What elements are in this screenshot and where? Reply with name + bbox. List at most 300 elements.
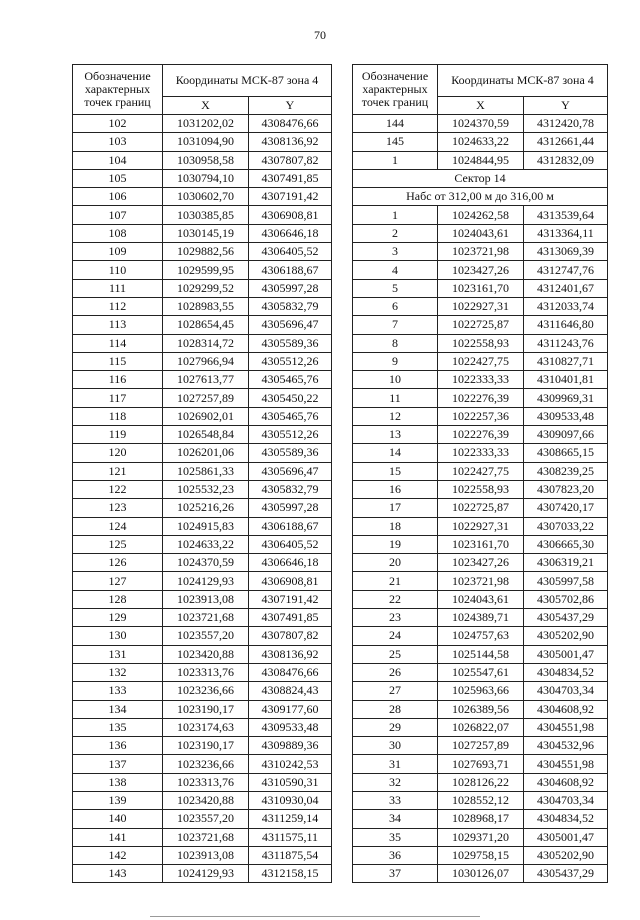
x-coordinate-cell: 1027693,71 [438, 755, 524, 773]
table-row [73, 517, 332, 535]
x-coordinate-cell: 1030602,70 [163, 188, 249, 206]
x-coordinate-cell: 1022333,33 [438, 371, 524, 389]
y-coordinate-cell: 4305001,47 [524, 645, 608, 663]
point-id-cell: 134 [73, 700, 163, 718]
y-coordinate-cell: 4305450,22 [249, 389, 332, 407]
x-coordinate-cell: 1028314,72 [163, 334, 249, 352]
table-row [73, 224, 332, 242]
point-id-cell: 5 [353, 279, 438, 297]
table-row [73, 865, 332, 883]
y-coordinate-cell: 4305512,26 [249, 426, 332, 444]
table-row [73, 407, 332, 425]
table-row [73, 115, 332, 133]
point-id-cell: 15 [353, 462, 438, 480]
x-coordinate-cell: 1023557,20 [163, 627, 249, 645]
table-row [353, 627, 608, 645]
x-coordinate-cell: 1023161,70 [438, 279, 524, 297]
table-row [73, 828, 332, 846]
table-row [73, 297, 332, 315]
point-id-cell: 128 [73, 590, 163, 608]
point-id-cell: 19 [353, 535, 438, 553]
x-coordinate-cell: 1028654,45 [163, 316, 249, 334]
table-row [73, 590, 332, 608]
x-coordinate-cell: 1025532,23 [163, 480, 249, 498]
table-row [73, 609, 332, 627]
table-row [73, 352, 332, 370]
table-row [353, 846, 608, 864]
x-coordinate-cell: 1022276,39 [438, 426, 524, 444]
point-id-cell: 110 [73, 261, 163, 279]
y-coordinate-cell: 4309969,31 [524, 389, 608, 407]
point-id-cell: 106 [73, 188, 163, 206]
point-id-cell: 112 [73, 297, 163, 315]
table-row [73, 389, 332, 407]
x-coordinate-cell: 1023913,08 [163, 590, 249, 608]
x-coordinate-cell: 1024633,22 [163, 535, 249, 553]
x-coordinate-cell: 1023721,98 [438, 243, 524, 261]
point-id-cell: 111 [73, 279, 163, 297]
table-row [353, 426, 608, 444]
y-coordinate-cell: 4306188,67 [249, 261, 332, 279]
table-row [73, 535, 332, 553]
x-coordinate-cell: 1023557,20 [163, 810, 249, 828]
table-row [353, 645, 608, 663]
x-coordinate-cell: 1030126,07 [438, 865, 524, 883]
y-coordinate-cell: 4305997,28 [249, 279, 332, 297]
y-coordinate-cell: 4304703,34 [524, 791, 608, 809]
x-coordinate-cell: 1029599,95 [163, 261, 249, 279]
table-row [353, 554, 608, 572]
point-id-cell: 8 [353, 334, 438, 352]
y-coordinate-cell: 4307491,85 [249, 169, 332, 187]
y-coordinate-cell: 4311243,76 [524, 334, 608, 352]
table-row [353, 334, 608, 352]
y-coordinate-cell: 4310930,04 [249, 791, 332, 809]
point-id-cell: 10 [353, 371, 438, 389]
x-coordinate-cell: 1028552,12 [438, 791, 524, 809]
y-coordinate-cell: 4308476,66 [249, 663, 332, 681]
x-coordinate-cell: 1024043,61 [438, 590, 524, 608]
table-row [73, 700, 332, 718]
point-id-cell: 18 [353, 517, 438, 535]
x-coordinate-cell: 1027257,89 [163, 389, 249, 407]
y-coordinate-cell: 4307823,20 [524, 480, 608, 498]
y-coordinate-cell: 4307420,17 [524, 499, 608, 517]
point-id-cell: 133 [73, 682, 163, 700]
table-row [73, 499, 332, 517]
x-coordinate-cell: 1025861,33 [163, 462, 249, 480]
table-row [73, 554, 332, 572]
point-id-cell: 127 [73, 572, 163, 590]
point-id-cell: 118 [73, 407, 163, 425]
y-coordinate-cell: 4305702,86 [524, 590, 608, 608]
y-coordinate-cell: 4304703,34 [524, 682, 608, 700]
point-id-cell: 6 [353, 297, 438, 315]
y-coordinate-cell: 4305696,47 [249, 462, 332, 480]
table-row [353, 810, 608, 828]
table-row [353, 517, 608, 535]
table-row [73, 718, 332, 736]
point-id-cell: 30 [353, 737, 438, 755]
y-coordinate-cell: 4312158,15 [249, 865, 332, 883]
point-id-cell: 20 [353, 554, 438, 572]
y-coordinate-cell: 4305202,90 [524, 846, 608, 864]
height-range-row [353, 188, 608, 206]
y-coordinate-cell: 4305465,76 [249, 407, 332, 425]
page-number: 70 [314, 28, 326, 42]
point-id-cell: 141 [73, 828, 163, 846]
x-coordinate-cell: 1023161,70 [438, 535, 524, 553]
x-coordinate-cell: 1024370,59 [438, 115, 524, 133]
y-coordinate-cell: 4305589,36 [249, 444, 332, 462]
y-coordinate-cell: 4304608,92 [524, 700, 608, 718]
point-id-cell: 138 [73, 773, 163, 791]
y-coordinate-cell: 4305696,47 [249, 316, 332, 334]
point-id-cell: 23 [353, 609, 438, 627]
point-id-cell: 121 [73, 462, 163, 480]
table-row [73, 462, 332, 480]
y-coordinate-cell: 4307191,42 [249, 188, 332, 206]
table-row [73, 426, 332, 444]
x-coordinate-cell: 1024043,61 [438, 224, 524, 242]
y-coordinate-cell: 4305437,29 [524, 609, 608, 627]
table-row [73, 334, 332, 352]
point-id-cell: 26 [353, 663, 438, 681]
point-id-cell: 126 [73, 554, 163, 572]
x-coordinate-cell: 1026822,07 [438, 718, 524, 736]
point-id-cell: 105 [73, 169, 163, 187]
x-coordinate-cell: 1030145,19 [163, 224, 249, 242]
table-row [73, 151, 332, 169]
table-row [73, 846, 332, 864]
x-coordinate-cell: 1023420,88 [163, 645, 249, 663]
table-row [353, 663, 608, 681]
y-coordinate-cell: 4312420,78 [524, 115, 608, 133]
point-id-cell: 14 [353, 444, 438, 462]
x-coordinate-cell: 1029758,15 [438, 846, 524, 864]
y-coordinate-cell: 4304608,92 [524, 773, 608, 791]
table-row [353, 609, 608, 627]
x-coordinate-cell: 1027613,77 [163, 371, 249, 389]
x-coordinate-cell: 1029371,20 [438, 828, 524, 846]
y-coordinate-cell: 4305589,36 [249, 334, 332, 352]
table-row [353, 115, 608, 133]
x-coordinate-cell: 1023913,08 [163, 846, 249, 864]
point-id-cell: 113 [73, 316, 163, 334]
y-coordinate-cell: 4310242,53 [249, 755, 332, 773]
table-row [353, 261, 608, 279]
x-coordinate-cell: 1023721,68 [163, 828, 249, 846]
y-coordinate-cell: 4308136,92 [249, 645, 332, 663]
y-coordinate-cell: 4305202,90 [524, 627, 608, 645]
x-coordinate-cell: 1029299,52 [163, 279, 249, 297]
x-coordinate-cell: 1028968,17 [438, 810, 524, 828]
y-coordinate-cell: 4309097,66 [524, 426, 608, 444]
point-id-cell: 36 [353, 846, 438, 864]
point-id-cell: 143 [73, 865, 163, 883]
point-id-cell: 119 [73, 426, 163, 444]
point-id-cell: 27 [353, 682, 438, 700]
point-header: Обозначение характерных точек границ [353, 65, 438, 115]
y-coordinate-cell: 4307033,22 [524, 517, 608, 535]
point-id-cell: 123 [73, 499, 163, 517]
x-coordinate-cell: 1029882,56 [163, 243, 249, 261]
table-row [353, 371, 608, 389]
point-id-cell: 1 [353, 151, 438, 169]
scan-edge-line [150, 916, 480, 917]
y-coordinate-cell: 4312661,44 [524, 133, 608, 151]
table-row [353, 407, 608, 425]
table-row [73, 261, 332, 279]
y-coordinate-cell: 4310590,31 [249, 773, 332, 791]
point-id-cell: 140 [73, 810, 163, 828]
table-row [73, 133, 332, 151]
point-id-cell: 37 [353, 865, 438, 883]
table-row [353, 700, 608, 718]
x-coordinate-cell: 1028983,55 [163, 297, 249, 315]
point-id-cell: 29 [353, 718, 438, 736]
x-coordinate-cell: 1025144,58 [438, 645, 524, 663]
x-coordinate-cell: 1022725,87 [438, 316, 524, 334]
table-row [353, 590, 608, 608]
point-id-cell: 137 [73, 755, 163, 773]
y-coordinate-cell: 4305465,76 [249, 371, 332, 389]
table-row [73, 663, 332, 681]
y-coordinate-cell: 4305832,79 [249, 480, 332, 498]
point-id-cell: 108 [73, 224, 163, 242]
x-coordinate-cell: 1027257,89 [438, 737, 524, 755]
point-id-cell: 131 [73, 645, 163, 663]
x-coordinate-cell: 1022927,31 [438, 297, 524, 315]
point-id-cell: 114 [73, 334, 163, 352]
point-id-cell: 130 [73, 627, 163, 645]
point-id-cell: 117 [73, 389, 163, 407]
y-coordinate-cell: 4313539,64 [524, 206, 608, 224]
table-row [353, 352, 608, 370]
point-id-cell: 25 [353, 645, 438, 663]
table-row [353, 718, 608, 736]
sector-label: Сектор 14 [353, 169, 608, 187]
y-coordinate-cell: 4304834,52 [524, 810, 608, 828]
y-coordinate-cell: 4313069,39 [524, 243, 608, 261]
x-coordinate-cell: 1025547,61 [438, 663, 524, 681]
table-row [353, 865, 608, 883]
y-coordinate-cell: 4312033,74 [524, 297, 608, 315]
x-coordinate-cell: 1024915,83 [163, 517, 249, 535]
sector-row [353, 169, 608, 187]
y-coordinate-cell: 4308476,66 [249, 115, 332, 133]
table-row [353, 499, 608, 517]
point-id-cell: 109 [73, 243, 163, 261]
table-row [353, 791, 608, 809]
x-coordinate-cell: 1022558,93 [438, 480, 524, 498]
table-row [353, 444, 608, 462]
y-coordinate-cell: 4307807,82 [249, 151, 332, 169]
y-coordinate-cell: 4310401,81 [524, 371, 608, 389]
x-coordinate-cell: 1026201,06 [163, 444, 249, 462]
table-row [73, 243, 332, 261]
y-coordinate-cell: 4309533,48 [524, 407, 608, 425]
x-coordinate-cell: 1023721,68 [163, 609, 249, 627]
point-id-cell: 33 [353, 791, 438, 809]
x-coordinate-cell: 1024370,59 [163, 554, 249, 572]
y-coordinate-cell: 4310827,71 [524, 352, 608, 370]
point-id-cell: 32 [353, 773, 438, 791]
x-coordinate-cell: 1026902,01 [163, 407, 249, 425]
point-id-cell: 142 [73, 846, 163, 864]
table-row [353, 462, 608, 480]
y-coordinate-cell: 4305997,28 [249, 499, 332, 517]
y-coordinate-cell: 4312747,76 [524, 261, 608, 279]
point-id-cell: 7 [353, 316, 438, 334]
y-coordinate-cell: 4307807,82 [249, 627, 332, 645]
y-coordinate-cell: 4306908,81 [249, 206, 332, 224]
x-coordinate-cell: 1022333,33 [438, 444, 524, 462]
table-row [353, 572, 608, 590]
table-row [353, 151, 608, 169]
point-id-cell: 12 [353, 407, 438, 425]
point-id-cell: 136 [73, 737, 163, 755]
coordinates-table-left [72, 64, 332, 883]
x-coordinate-cell: 1025963,66 [438, 682, 524, 700]
point-id-cell: 135 [73, 718, 163, 736]
y-header: Y [249, 97, 332, 115]
table-row [73, 755, 332, 773]
y-coordinate-cell: 4306646,18 [249, 224, 332, 242]
point-id-cell: 102 [73, 115, 163, 133]
y-coordinate-cell: 4306188,67 [249, 517, 332, 535]
point-id-cell: 124 [73, 517, 163, 535]
x-coordinate-cell: 1026389,56 [438, 700, 524, 718]
x-coordinate-cell: 1028126,22 [438, 773, 524, 791]
x-coordinate-cell: 1024633,22 [438, 133, 524, 151]
point-id-cell: 9 [353, 352, 438, 370]
point-id-cell: 116 [73, 371, 163, 389]
table-row [353, 480, 608, 498]
table-row [353, 682, 608, 700]
point-id-cell: 2 [353, 224, 438, 242]
x-coordinate-cell: 1024129,93 [163, 572, 249, 590]
point-id-cell: 104 [73, 151, 163, 169]
x-coordinate-cell: 1024844,95 [438, 151, 524, 169]
x-coordinate-cell: 1023427,26 [438, 261, 524, 279]
x-coordinate-cell: 1023427,26 [438, 554, 524, 572]
point-id-cell: 16 [353, 480, 438, 498]
point-id-cell: 35 [353, 828, 438, 846]
point-id-cell: 125 [73, 535, 163, 553]
point-id-cell: 13 [353, 426, 438, 444]
x-coordinate-cell: 1025216,26 [163, 499, 249, 517]
x-coordinate-cell: 1031202,02 [163, 115, 249, 133]
y-coordinate-cell: 4306319,21 [524, 554, 608, 572]
y-coordinate-cell: 4311875,54 [249, 846, 332, 864]
y-coordinate-cell: 4308239,25 [524, 462, 608, 480]
table-row [73, 810, 332, 828]
x-coordinate-cell: 1023236,66 [163, 755, 249, 773]
table-row [73, 682, 332, 700]
y-coordinate-cell: 4306405,52 [249, 243, 332, 261]
point-id-cell: 132 [73, 663, 163, 681]
point-id-cell: 145 [353, 133, 438, 151]
table-row [353, 773, 608, 791]
x-coordinate-cell: 1024389,71 [438, 609, 524, 627]
x-coordinate-cell: 1026548,84 [163, 426, 249, 444]
point-id-cell: 28 [353, 700, 438, 718]
table-row [73, 169, 332, 187]
y-coordinate-cell: 4307491,85 [249, 609, 332, 627]
y-coordinate-cell: 4305832,79 [249, 297, 332, 315]
y-coordinate-cell: 4312832,09 [524, 151, 608, 169]
x-coordinate-cell: 1031094,90 [163, 133, 249, 151]
y-header: Y [524, 97, 608, 115]
table-row [73, 572, 332, 590]
coordinate-system-header: Координаты МСК-87 зона 4 [163, 65, 332, 97]
y-coordinate-cell: 4309177,60 [249, 700, 332, 718]
table-row [73, 316, 332, 334]
height-range-label: Набс от 312,00 м до 316,00 м [353, 188, 608, 206]
y-coordinate-cell: 4306665,30 [524, 535, 608, 553]
x-coordinate-cell: 1023721,98 [438, 572, 524, 590]
x-coordinate-cell: 1022427,75 [438, 352, 524, 370]
point-id-cell: 4 [353, 261, 438, 279]
x-coordinate-cell: 1023420,88 [163, 791, 249, 809]
y-coordinate-cell: 4305512,26 [249, 352, 332, 370]
table-row [73, 773, 332, 791]
table-row [353, 206, 608, 224]
table-row [353, 828, 608, 846]
y-coordinate-cell: 4304551,98 [524, 718, 608, 736]
x-coordinate-cell: 1022257,36 [438, 407, 524, 425]
table-row [353, 389, 608, 407]
table-row [73, 645, 332, 663]
y-coordinate-cell: 4305001,47 [524, 828, 608, 846]
table-row [73, 188, 332, 206]
coordinate-system-header: Координаты МСК-87 зона 4 [438, 65, 608, 97]
table-row [73, 279, 332, 297]
table-row [353, 535, 608, 553]
y-coordinate-cell: 4306908,81 [249, 572, 332, 590]
table-row [73, 371, 332, 389]
point-id-cell: 122 [73, 480, 163, 498]
point-id-cell: 129 [73, 609, 163, 627]
table-row [353, 224, 608, 242]
x-coordinate-cell: 1024129,93 [163, 865, 249, 883]
y-coordinate-cell: 4305437,29 [524, 865, 608, 883]
x-coordinate-cell: 1030794,10 [163, 169, 249, 187]
x-coordinate-cell: 1027966,94 [163, 352, 249, 370]
x-coordinate-cell: 1022725,87 [438, 499, 524, 517]
table-row [73, 791, 332, 809]
y-coordinate-cell: 4313364,11 [524, 224, 608, 242]
y-coordinate-cell: 4304532,96 [524, 737, 608, 755]
point-id-cell: 115 [73, 352, 163, 370]
x-coordinate-cell: 1023313,76 [163, 773, 249, 791]
x-coordinate-cell: 1024757,63 [438, 627, 524, 645]
x-coordinate-cell: 1022558,93 [438, 334, 524, 352]
y-coordinate-cell: 4305997,58 [524, 572, 608, 590]
x-coordinate-cell: 1022427,75 [438, 462, 524, 480]
y-coordinate-cell: 4304834,52 [524, 663, 608, 681]
point-id-cell: 34 [353, 810, 438, 828]
y-coordinate-cell: 4312401,67 [524, 279, 608, 297]
point-id-cell: 120 [73, 444, 163, 462]
point-id-cell: 17 [353, 499, 438, 517]
table-row [353, 737, 608, 755]
table-row [73, 627, 332, 645]
point-id-cell: 21 [353, 572, 438, 590]
x-coordinate-cell: 1023236,66 [163, 682, 249, 700]
x-header: X [438, 97, 524, 115]
